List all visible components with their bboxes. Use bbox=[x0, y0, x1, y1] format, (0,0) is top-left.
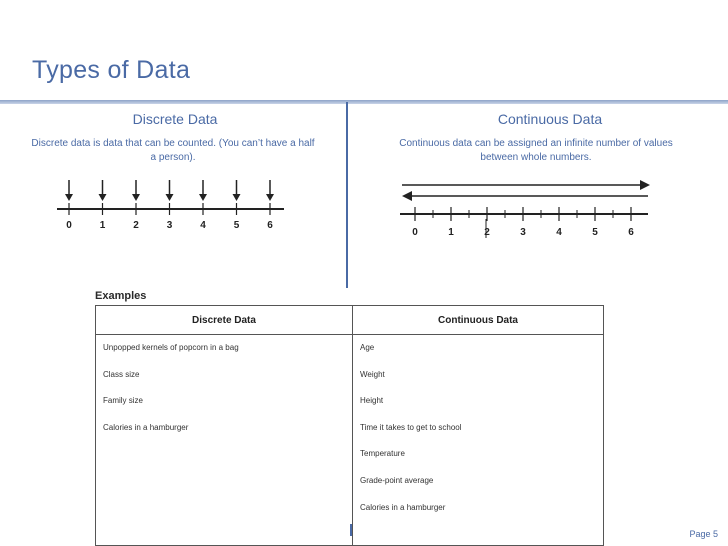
discrete-tick-label: 6 bbox=[267, 220, 273, 231]
table-row: Weight bbox=[360, 369, 385, 379]
examples-header-discrete: Discrete Data bbox=[96, 306, 353, 335]
discrete-description bbox=[0, 137, 346, 165]
examples-header-continuous: Continuous Data bbox=[353, 306, 604, 335]
discrete-description-line2: a person). bbox=[150, 152, 196, 163]
continuous-tick-label: 0 bbox=[412, 227, 418, 238]
continuous-tick-label: 3 bbox=[520, 227, 526, 238]
slide-title: Types of Data bbox=[32, 56, 191, 84]
discrete-heading: Discrete Data bbox=[132, 111, 218, 127]
continuous-arrowhead-right bbox=[640, 180, 650, 190]
discrete-arrow-head bbox=[132, 194, 140, 201]
table-row: Age bbox=[360, 343, 375, 352]
discrete-arrow-head bbox=[266, 194, 274, 201]
table-row: Family size bbox=[103, 396, 144, 406]
discrete-number-line bbox=[55, 178, 290, 234]
examples-discrete-cell bbox=[96, 335, 353, 546]
discrete-tick-label: 4 bbox=[200, 220, 206, 231]
examples-label: Examples bbox=[95, 290, 147, 302]
examples-continuous-cell bbox=[353, 335, 604, 546]
continuous-description-line1: Continuous data can be assigned an infinite number of values bbox=[399, 138, 673, 149]
title-rule bbox=[0, 100, 728, 104]
table-row: Time it takes to get to school bbox=[360, 422, 462, 432]
table-row: Class size bbox=[103, 369, 140, 379]
continuous-tick-label: 4 bbox=[556, 227, 562, 238]
continuous-heading: Continuous Data bbox=[497, 111, 603, 127]
discrete-arrow-head bbox=[233, 194, 241, 201]
table-row: Height bbox=[360, 396, 384, 406]
discrete-description-line1: Discrete data is data that can be counted. (You can’t have a half bbox=[31, 138, 315, 149]
discrete-tick-label: 3 bbox=[166, 220, 173, 231]
table-row: Unpopped kernels of popcorn in a bag bbox=[103, 343, 239, 352]
examples-table bbox=[95, 305, 604, 546]
discrete-arrow-head bbox=[99, 194, 107, 201]
continuous-tick-label: 1 bbox=[448, 227, 454, 238]
discrete-arrow-head bbox=[199, 194, 207, 201]
continuous-description-line2: between whole numbers. bbox=[480, 152, 592, 163]
discrete-tick-label: 1 bbox=[99, 220, 106, 231]
continuous-arrowhead-left bbox=[402, 191, 412, 201]
discrete-tick-label: 0 bbox=[66, 220, 72, 231]
table-row: Calories in a hamburger bbox=[103, 422, 189, 432]
discrete-arrow-head bbox=[166, 194, 174, 201]
discrete-arrow-head bbox=[65, 194, 73, 201]
continuous-tick-label: 6 bbox=[628, 227, 634, 238]
continuous-tick-label: 5 bbox=[592, 227, 598, 238]
discrete-tick-label: 2 bbox=[133, 220, 139, 231]
continuous-tick-label: 2 bbox=[484, 227, 490, 238]
page-number: Page 5 bbox=[689, 529, 718, 539]
table-row: Temperature bbox=[360, 449, 405, 459]
continuous-description bbox=[360, 137, 712, 165]
continuous-number-line bbox=[398, 176, 653, 240]
column-divider bbox=[346, 102, 348, 288]
discrete-tick-label: 5 bbox=[233, 220, 240, 231]
table-row: Grade-point average bbox=[360, 475, 434, 485]
table-row: Calories in a hamburger bbox=[360, 502, 446, 512]
